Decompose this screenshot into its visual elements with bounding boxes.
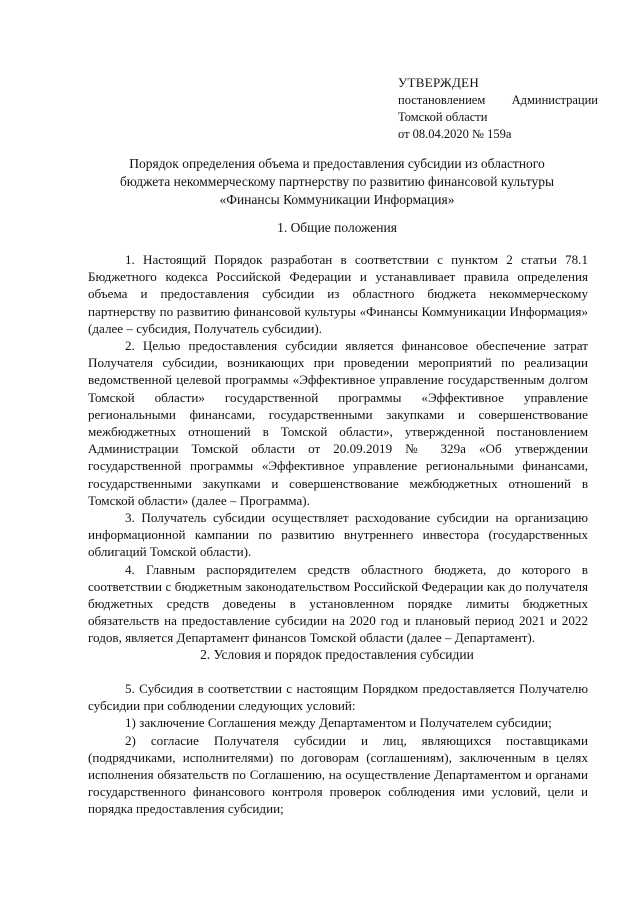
approval-line-2-right: Администрации xyxy=(511,93,598,107)
section-1-body xyxy=(88,251,588,647)
approval-title: УТВЕРЖДЕН xyxy=(398,75,480,90)
document-title xyxy=(88,155,586,209)
approval-stamp xyxy=(398,74,598,143)
section-2-body xyxy=(88,680,588,818)
paragraph-5: 5. Субсидия в соответствии с настоящим Порядком предоставляется Получателю субсидии при соблюдении следующих условий: xyxy=(88,681,588,714)
document-title-line-1: Порядок определения объема и предоставления субсидии из областного xyxy=(129,156,545,171)
section-2-heading: 2. Условия и порядок предоставления субсидии xyxy=(200,647,474,662)
section-1-heading: 1. Общие положения xyxy=(277,220,397,235)
approval-line-3: Томской области xyxy=(398,110,488,124)
approval-line-2-left: постановлением xyxy=(398,93,486,107)
approval-line-2 xyxy=(398,92,598,109)
paragraph-5-item-1: 1) заключение Соглашения между Департаментом и Получателем субсидии; xyxy=(125,715,552,731)
paragraph-4: 4. Главным распорядителем средств областного бюджета, до которого в соответствии с бюджетным законодательством Российской Федерации как до получателя бюджетных средств доведены в установленном порядке лимиты бюджетных обязательств на предоставление субсидии на 2020 год и плановый период 2021 и 2022 годов, является Департамент финансов Томской области (далее – Департамент). xyxy=(88,561,588,646)
document-title-line-2: бюджета некоммерческому партнерству по развитию финансовой культуры xyxy=(119,174,555,189)
paragraph-5-item-2: 2) согласие Получателя субсидии и лиц, являющихся поставщиками (подрядчиками, исполнителями) по договорам (соглашениям), заключенным в целях исполнения обязательств по Соглашению, на осуществление Департаментом и органами государственного финансового контроля проверок соблюдения ими условий, цели и порядка предоставления субсидии; xyxy=(88,732,588,817)
approval-line-4: от 08.04.2020 № 159а xyxy=(398,127,512,141)
paragraph-3: 3. Получатель субсидии осуществляет расходование субсидии на организацию информационной кампании по развитию внутреннего инвестора (государственных облигаций Томской области). xyxy=(88,510,588,560)
paragraph-1: 1. Настоящий Порядок разработан в соответствии с пунктом 2 статьи 78.1 Бюджетного кодекса Российской Федерации и устанавливает правила определения объема и предоставления субсидии из областного бюджета некоммерческому партнерству по развитию финансовой культуры «Финансы Коммуникации Информация» (далее – субсидия, Получатель субсидии). xyxy=(88,252,588,336)
paragraph-2: 2. Целью предоставления субсидии является финансовое обеспечение затрат Получателя субсидии, возникающих при проведении мероприятий по реализации ведомственной целевой программы «Эффективное управление государственным долгом Томской области» государственной программы «Эффективное управление региональными финансами, государственными закупками и совершенствование межбюджетных отношений в Томской области», утвержденной постановлением Администрации Томской области от 20.09.2019 № 329а «Об утверждении государственной программы «Эффективное управление региональными финансами, государственными закупками и совершенствование межбюджетных отношений в Томской области» (далее – Программа). xyxy=(88,338,588,508)
document-title-line-3: «Финансы Коммуникации Информация» xyxy=(219,192,455,207)
